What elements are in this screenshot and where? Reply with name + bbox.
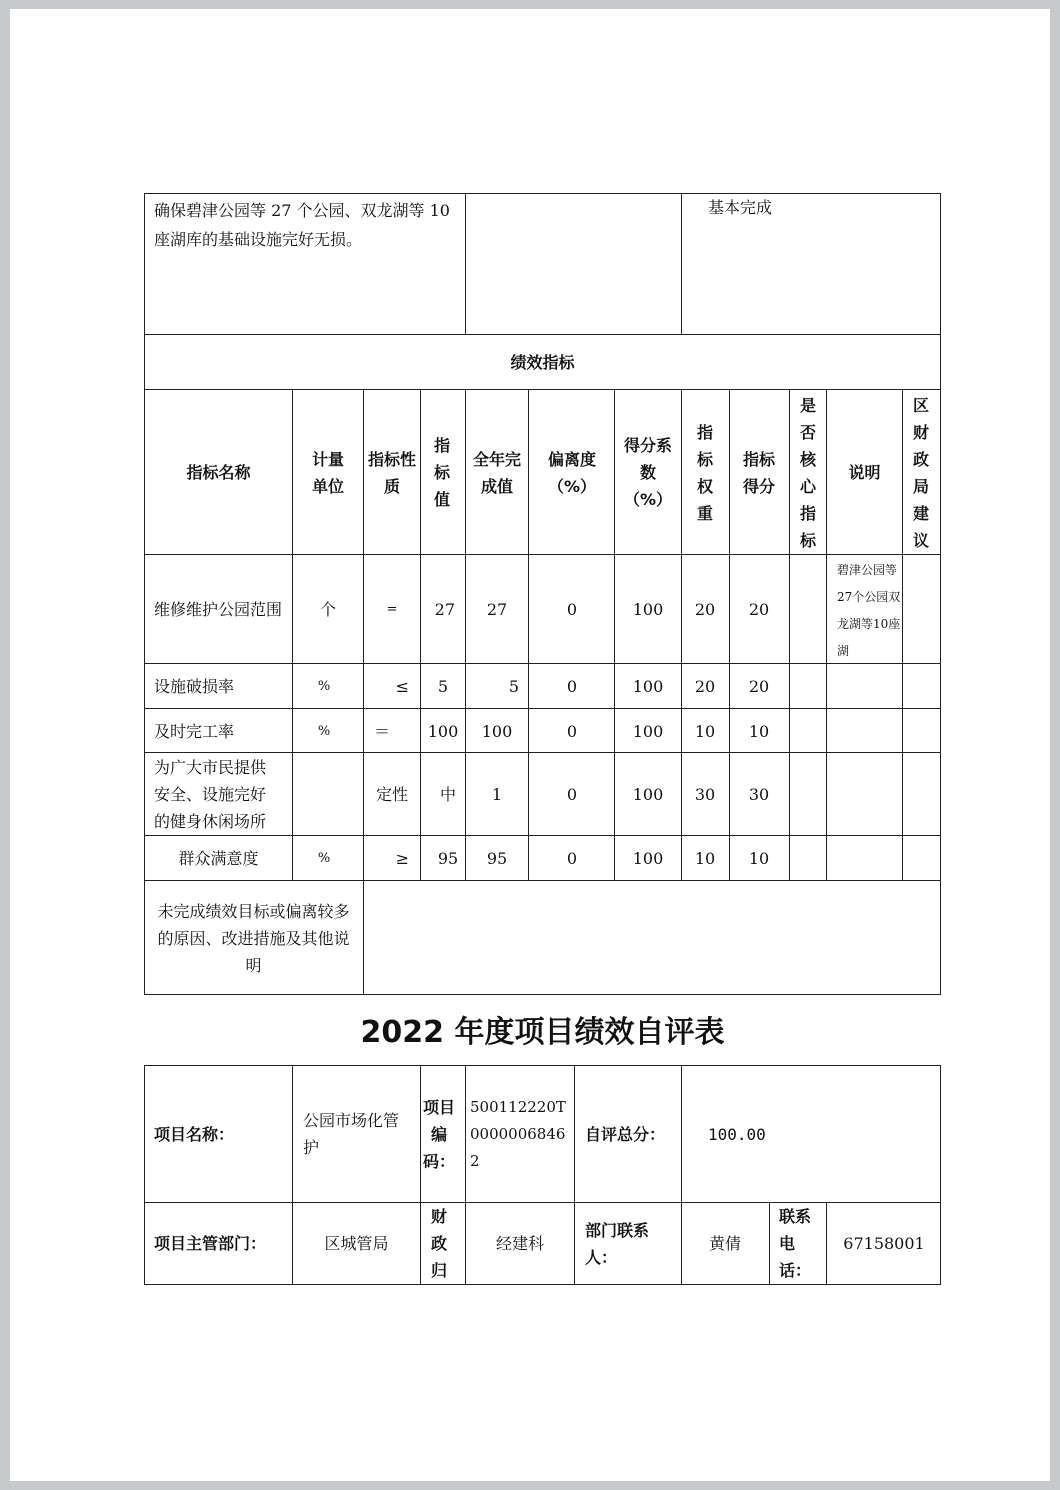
row-score: 20 bbox=[748, 677, 770, 696]
total-score-value: 100.00 bbox=[708, 1124, 766, 1144]
row-note: 碧津公园等27个公园双龙湖等10座湖 bbox=[837, 563, 901, 658]
perf-section-title: 绩效指标 bbox=[510, 353, 575, 372]
header-score: 指标得分 bbox=[742, 449, 775, 496]
row-coef: 100 bbox=[632, 677, 664, 696]
row-coef: 100 bbox=[632, 849, 664, 868]
row-note bbox=[827, 836, 902, 881]
row-advice bbox=[902, 836, 941, 881]
row-unit: 个 bbox=[319, 600, 336, 619]
row-weight: 10 bbox=[694, 849, 716, 868]
row-coef: 100 bbox=[632, 721, 664, 741]
row-weight: 20 bbox=[694, 677, 716, 696]
row-unit: % bbox=[317, 679, 331, 694]
row-deviation: 0 bbox=[566, 849, 578, 868]
row-target: 5 bbox=[437, 677, 449, 696]
row-core bbox=[789, 836, 827, 881]
row-name: 群众满意度 bbox=[178, 849, 259, 868]
project-name-value: 公园市场化管护 bbox=[303, 1111, 400, 1157]
row-deviation: 0 bbox=[566, 721, 578, 741]
row-target: 中 bbox=[439, 785, 456, 804]
row-coef: 100 bbox=[632, 600, 664, 619]
row-actual: 95 bbox=[486, 849, 508, 868]
project-code-value: 500112220T00000068462 bbox=[470, 1097, 566, 1170]
row-unit bbox=[293, 753, 363, 836]
header-deviation: 偏离度（%） bbox=[547, 449, 597, 496]
header-core: 是否核心指标 bbox=[799, 395, 816, 550]
row-advice bbox=[902, 555, 941, 664]
row-target: 100 bbox=[427, 721, 459, 741]
row-unit: % bbox=[317, 851, 331, 866]
header-name: 指标名称 bbox=[186, 463, 251, 482]
total-score-label: 自评总分： bbox=[585, 1124, 666, 1144]
row-coef: 100 bbox=[632, 785, 664, 804]
row-actual: 1 bbox=[491, 785, 503, 804]
row-deviation: 0 bbox=[566, 785, 578, 804]
row-score: 10 bbox=[748, 721, 770, 741]
header-actual: 全年完成值 bbox=[472, 449, 521, 496]
header-target: 指标值 bbox=[433, 436, 450, 509]
row-score: 30 bbox=[748, 785, 770, 804]
row-nature: 定性 bbox=[375, 785, 408, 804]
row-weight: 20 bbox=[694, 600, 716, 619]
row-core bbox=[789, 709, 827, 753]
row-name: 为广大市民提供安全、设施完好的健身休闲场所 bbox=[154, 758, 267, 831]
completion-text: 基本完成 bbox=[708, 198, 773, 217]
row-name: 维修维护公园范围 bbox=[154, 600, 283, 619]
row-note bbox=[827, 664, 902, 709]
phone-label: 联系电话： bbox=[779, 1207, 812, 1280]
row-actual: 100 bbox=[481, 721, 513, 741]
page-title: 2022 年度项目绩效自评表 bbox=[360, 1015, 725, 1050]
dept-label: 项目主管部门： bbox=[154, 1234, 267, 1253]
row-name: 设施破损率 bbox=[154, 677, 235, 696]
row-actual: 27 bbox=[486, 600, 508, 619]
row-nature: ≤ bbox=[395, 677, 409, 696]
footer-label: 未完成绩效目标或偏离较多的原因、改进措施及其他说明 bbox=[157, 901, 350, 975]
row-nature: ≥ bbox=[395, 849, 409, 868]
header-coef: 得分系数（%） bbox=[623, 436, 673, 509]
row-name: 及时完工率 bbox=[154, 721, 235, 741]
header-advice: 区财政局建议 bbox=[912, 395, 929, 550]
row-score: 20 bbox=[748, 600, 770, 619]
row-note bbox=[827, 753, 902, 836]
header-unit: 计量单位 bbox=[311, 449, 344, 496]
project-name-label: 项目名称： bbox=[154, 1124, 235, 1144]
row-target: 95 bbox=[437, 849, 459, 868]
finance-value: 经建科 bbox=[495, 1234, 544, 1253]
goal-text: 确保碧津公园等 27 个公园、双龙湖等 10 座湖库的基础设施完好无损。 bbox=[154, 201, 450, 249]
row-nature: ＝ bbox=[373, 721, 390, 741]
row-advice bbox=[902, 753, 941, 836]
row-weight: 30 bbox=[694, 785, 716, 804]
row-weight: 10 bbox=[694, 721, 716, 741]
finance-label: 财政归 bbox=[430, 1207, 447, 1280]
row-target: 27 bbox=[434, 600, 455, 619]
phone-value: 67158001 bbox=[843, 1234, 925, 1253]
row-score: 10 bbox=[748, 849, 770, 868]
project-code-label: 项目编码： bbox=[423, 1097, 456, 1171]
row-deviation: 0 bbox=[566, 600, 578, 619]
row-deviation: 0 bbox=[566, 677, 578, 696]
row-core bbox=[789, 664, 827, 709]
row-note bbox=[827, 709, 902, 753]
row-advice bbox=[902, 709, 941, 753]
contact-value: 黄倩 bbox=[708, 1234, 741, 1253]
row-advice bbox=[902, 664, 941, 709]
row-core bbox=[789, 753, 827, 836]
row-core bbox=[789, 555, 827, 664]
dept-value: 区城管局 bbox=[324, 1234, 389, 1253]
footer-value bbox=[363, 881, 941, 995]
header-nature: 指标性质 bbox=[368, 449, 417, 496]
row-actual: 5 bbox=[508, 677, 519, 696]
row-nature: = bbox=[386, 602, 398, 617]
header-weight: 指标权重 bbox=[696, 422, 713, 523]
contact-label: 部门联系人： bbox=[585, 1220, 650, 1267]
header-note: 说明 bbox=[848, 463, 881, 482]
row-unit: % bbox=[317, 723, 331, 739]
